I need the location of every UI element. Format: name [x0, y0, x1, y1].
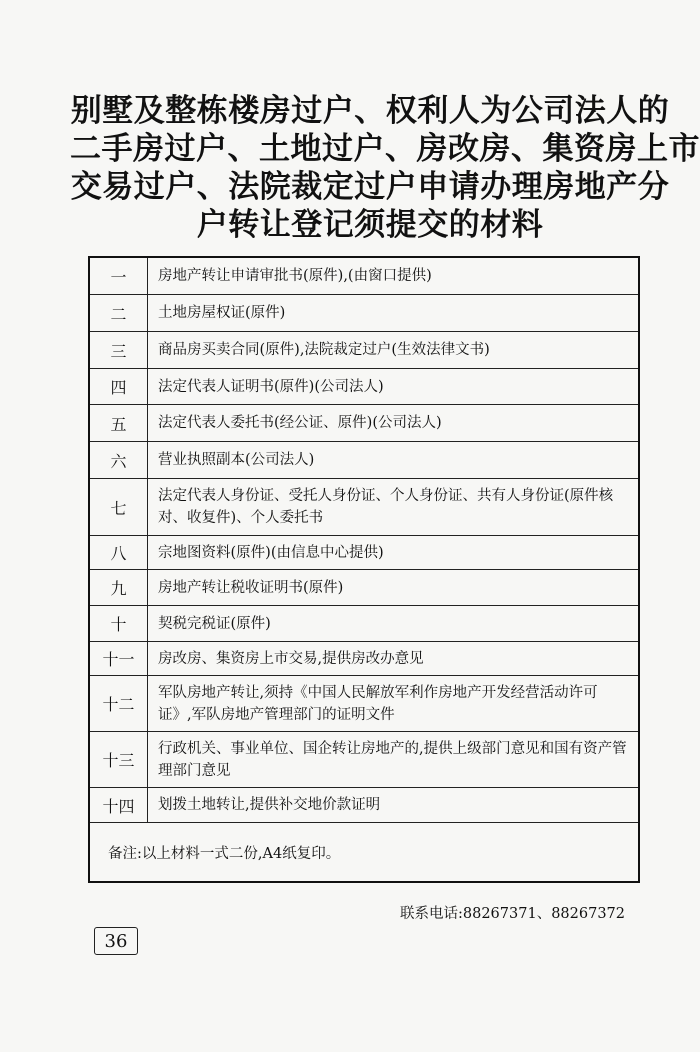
page-title — [70, 92, 700, 244]
title-line: 别墅及整栋楼房过户、权利人为公司法人的 — [70, 93, 670, 129]
table-row — [90, 442, 638, 479]
row-number: 十一 — [90, 642, 148, 675]
row-number: 一 — [90, 258, 148, 294]
row-number: 十二 — [90, 676, 148, 731]
row-text: 法定代表人身份证、受托人身份证、个人身份证、共有人身份证(原件核对、收复件)、个人委托书 — [158, 488, 614, 526]
row-text: 法定代表人证明书(原件)(公司法人) — [158, 378, 384, 395]
table-row — [90, 570, 638, 606]
table-row — [90, 332, 638, 369]
contact-phone: 联系电话:88267371、88267372 — [400, 906, 625, 922]
table-row — [90, 732, 638, 788]
row-number: 二 — [90, 295, 148, 331]
row-text: 土地房屋权证(原件) — [158, 305, 286, 321]
row-number: 四 — [90, 369, 148, 404]
row-text: 宗地图资料(原件)(由信息中心提供) — [158, 544, 384, 561]
table-row — [90, 479, 638, 536]
title-line: 户转让登记须提交的材料 — [196, 207, 544, 243]
title-line: 二手房过户、土地过户、房改房、集资房上市 — [70, 131, 700, 167]
row-number: 九 — [90, 570, 148, 605]
row-text: 房地产转让申请审批书(原件),(由窗口提供) — [158, 268, 432, 284]
row-text: 房地产转让税收证明书(原件) — [158, 579, 344, 596]
table-note: 备注:以上材料一式二份,A4纸复印。 — [108, 845, 341, 862]
row-number: 十 — [90, 606, 148, 641]
table-row — [90, 369, 638, 405]
row-text: 契税完税证(原件) — [158, 615, 271, 632]
row-number: 十四 — [90, 788, 148, 822]
table-row — [90, 258, 638, 295]
table-row — [90, 606, 638, 642]
row-text: 军队房地产转让,须持《中国人民解放军利作房地产开发经营活动许可证》,军队房地产管理部门的证明文件 — [158, 684, 598, 723]
row-number: 六 — [90, 442, 148, 478]
row-text: 商品房买卖合同(原件),法院裁定过户(生效法律文书) — [158, 342, 490, 358]
row-number: 七 — [90, 479, 148, 535]
row-number: 十三 — [90, 732, 148, 787]
row-number: 三 — [90, 332, 148, 368]
page-number: 36 — [94, 927, 138, 955]
table-row — [90, 788, 638, 823]
table-row — [90, 536, 638, 570]
row-text: 法定代表人委托书(经公证、原件)(公司法人) — [158, 415, 442, 431]
table-row — [90, 642, 638, 676]
row-text: 划拨土地转让,提供补交地价款证明 — [158, 797, 381, 813]
title-line: 交易过户、法院裁定过户申请办理房地产分 — [70, 169, 670, 205]
materials-table — [88, 256, 640, 883]
table-row — [90, 295, 638, 332]
row-text: 营业执照副本(公司法人) — [158, 452, 315, 468]
table-row — [90, 676, 638, 732]
row-text: 房改房、集资房上市交易,提供房改办意见 — [158, 650, 424, 667]
table-row — [90, 405, 638, 442]
row-number: 五 — [90, 405, 148, 441]
row-text: 行政机关、事业单位、国企转让房地产的,提供上级部门意见和国有资产管理部门意见 — [158, 740, 627, 779]
row-number: 八 — [90, 536, 148, 569]
